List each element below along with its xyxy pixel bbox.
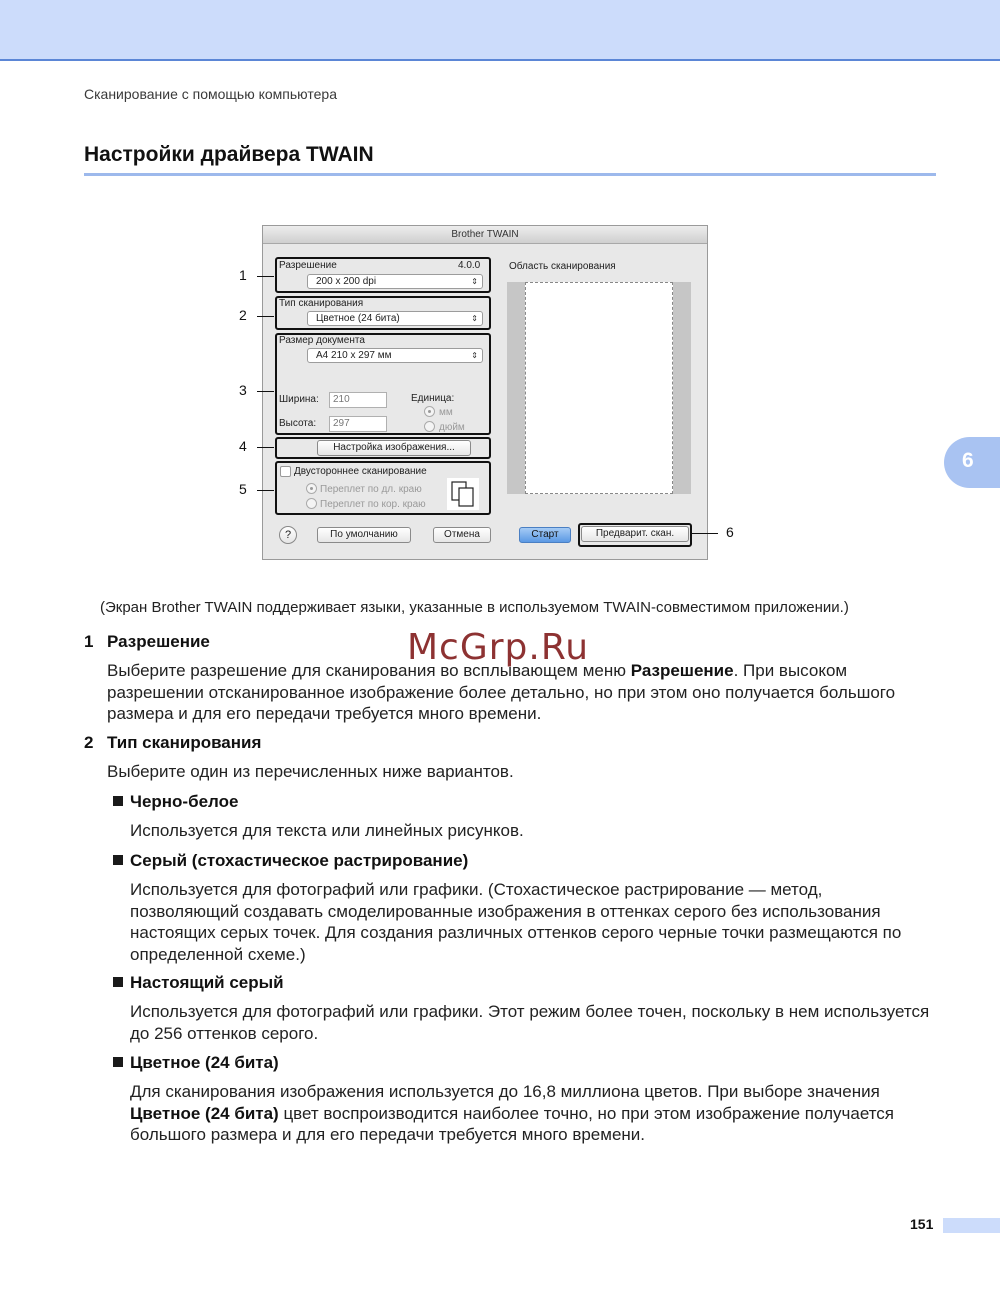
header-band bbox=[0, 0, 1000, 61]
unit-label: Единица: bbox=[411, 393, 455, 404]
section-1-text bbox=[107, 660, 937, 725]
page-number: 151 bbox=[910, 1216, 934, 1232]
callout-4: 4 bbox=[239, 438, 247, 454]
resolution-value: 200 x 200 dpi bbox=[316, 276, 377, 287]
callout-2-line bbox=[257, 316, 274, 317]
document-size-popup[interactable] bbox=[307, 348, 483, 363]
twain-dialog-screenshot bbox=[262, 225, 708, 560]
height-field[interactable]: 297 bbox=[329, 416, 387, 432]
bullet-3-text: Используется для фотографий или графики. Этот режим более точен, поскольку в нем используется до 256 оттенков серого. bbox=[130, 1002, 930, 1043]
bullet-1 bbox=[113, 796, 123, 806]
unit-inch-radio[interactable] bbox=[424, 421, 435, 432]
section-1-text-a: Выберите разрешение для сканирования во всплывающем меню bbox=[107, 661, 631, 680]
bullet-4-text bbox=[130, 1081, 936, 1146]
cancel-button[interactable]: Отмена bbox=[433, 527, 491, 543]
screenshot-caption: (Экран Brother TWAIN поддерживает языки, указанные в используемом TWAIN-совместимом приложении.) bbox=[100, 599, 849, 616]
version-label: 4.0.0 bbox=[458, 260, 481, 271]
chapter-tab bbox=[944, 437, 1000, 488]
preview-scan-button[interactable]: Предварит. скан. bbox=[581, 526, 689, 542]
bullet-3-title: Настоящий серый bbox=[130, 973, 284, 992]
width-field[interactable]: 210 bbox=[329, 392, 387, 408]
callout-6: 6 bbox=[726, 524, 734, 540]
long-edge-radio[interactable] bbox=[306, 483, 317, 494]
resolution-popup[interactable] bbox=[307, 274, 483, 289]
bullet-4-text-a: Для сканирования изображения используется до 16,8 миллиона цветов. При выборе значения bbox=[130, 1082, 880, 1101]
scan-area-page bbox=[525, 282, 673, 494]
breadcrumb: Сканирование с помощью компьютера bbox=[84, 86, 337, 102]
scan-type-value: Цветное (24 бита) bbox=[316, 313, 400, 324]
start-button[interactable]: Старт bbox=[519, 527, 571, 543]
section-1-text-b: . При высоком разрешении отсканированное изображение более детально, но при этом оно получается большого размера и для его передачи требуется много времени. bbox=[107, 661, 896, 723]
bullet-2 bbox=[113, 855, 123, 865]
chapter-number: 6 bbox=[962, 449, 974, 472]
help-button[interactable]: ? bbox=[279, 526, 297, 544]
section-1-title: Разрешение bbox=[107, 632, 210, 651]
callout-2: 2 bbox=[239, 307, 247, 323]
default-button[interactable]: По умолчанию bbox=[317, 527, 411, 543]
duplex-label: Двустороннее сканирование bbox=[294, 466, 427, 477]
unit-inch-label: дюйм bbox=[439, 422, 465, 433]
callout-4-line bbox=[257, 447, 274, 448]
callout-3-line bbox=[257, 391, 274, 392]
updown-arrows-icon: ⇕ bbox=[471, 277, 478, 286]
watermark: McGrp.Ru bbox=[407, 627, 590, 668]
unit-mm-label: мм bbox=[439, 407, 453, 418]
section-1-number: 1 bbox=[84, 632, 94, 651]
bullet-2-title: Серый (стохастическое растрирование) bbox=[130, 851, 469, 870]
bullet-2-text: Используется для фотографий или графики. (Стохастическое растрирование — метод, позволяющий создавать смоделированные изображения в оттенках серого без использования настоящих серых точек. Для создания различных оттенков серого черные точки размещаются по определенной схеме.) bbox=[130, 880, 902, 964]
footer-band bbox=[943, 1218, 1000, 1233]
resolution-label: Разрешение bbox=[279, 260, 337, 271]
duplex-checkbox[interactable] bbox=[280, 466, 291, 477]
callout-5-line bbox=[257, 490, 274, 491]
bullet-1-title: Черно-белое bbox=[130, 792, 239, 811]
title-underline bbox=[84, 173, 936, 176]
section-2-text: Выберите один из перечисленных ниже вариантов. bbox=[107, 762, 514, 781]
callout-5: 5 bbox=[239, 481, 247, 497]
updown-arrows-icon: ⇕ bbox=[471, 351, 478, 360]
bullet-1-text: Используется для текста или линейных рисунков. bbox=[130, 821, 524, 840]
short-edge-label: Переплет по кор. краю bbox=[320, 499, 426, 510]
bullet-4 bbox=[113, 1057, 123, 1067]
bullet-4-text-bold: Цветное (24 бита) bbox=[130, 1103, 279, 1123]
short-edge-radio[interactable] bbox=[306, 498, 317, 509]
scan-type-label: Тип сканирования bbox=[279, 298, 364, 309]
callout-1-line bbox=[257, 276, 274, 277]
document-size-label: Размер документа bbox=[279, 335, 365, 346]
page-title: Настройки драйвера TWAIN bbox=[84, 143, 374, 166]
callout-1: 1 bbox=[239, 267, 247, 283]
document-size-value: A4 210 x 297 мм bbox=[316, 350, 392, 361]
bullet-4-text-b: цвет воспроизводится наиболее точно, но при этом изображение получается большого размера и для его передачи требуется много времени. bbox=[130, 1103, 895, 1144]
bullet-4-title: Цветное (24 бита) bbox=[130, 1053, 279, 1072]
bullet-3 bbox=[113, 977, 123, 987]
updown-arrows-icon: ⇕ bbox=[471, 314, 478, 323]
image-settings-button[interactable]: Настройка изображения... bbox=[317, 440, 471, 456]
long-edge-label: Переплет по дл. краю bbox=[320, 484, 422, 495]
section-2-number: 2 bbox=[84, 733, 94, 752]
scan-area-preview[interactable] bbox=[507, 282, 691, 494]
section-1-text-bold: Разрешение bbox=[630, 661, 734, 680]
callout-3: 3 bbox=[239, 382, 247, 398]
section-2-title: Тип сканирования bbox=[107, 733, 262, 752]
scan-area-label: Область сканирования bbox=[509, 261, 616, 272]
width-label: Ширина: bbox=[279, 394, 319, 405]
height-label: Высота: bbox=[279, 418, 317, 429]
dialog-titlebar: Brother TWAIN bbox=[263, 226, 707, 244]
callout-6-line bbox=[692, 533, 718, 534]
scan-type-popup[interactable] bbox=[307, 311, 483, 326]
unit-mm-radio[interactable] bbox=[424, 406, 435, 417]
duplex-pages-icon bbox=[447, 478, 479, 510]
